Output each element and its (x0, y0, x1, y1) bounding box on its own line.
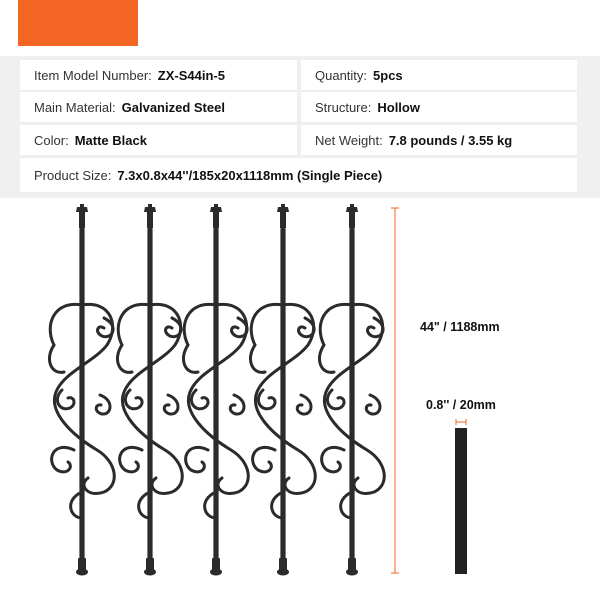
length-dimension-label: 44" / 1188mm (420, 320, 500, 334)
spec-label: Color: (34, 132, 69, 148)
spec-product-size (20, 158, 577, 192)
brand-logo-block (18, 0, 138, 46)
bar-closeup (455, 428, 467, 574)
spec-value: 7.3x0.8x44''/185x20x1118mm (Single Piece) (117, 167, 383, 183)
width-dimension-label: 0.8'' / 20mm (426, 398, 496, 412)
spec-label: Item Model Number: (34, 67, 152, 83)
spec-value: 5pcs (373, 67, 403, 83)
spec-value: Hollow (377, 99, 420, 115)
product-illustration (0, 200, 600, 600)
spec-quantity (301, 60, 577, 90)
spec-label: Quantity: (315, 67, 368, 83)
spec-label: Net Weight: (315, 132, 383, 148)
baluster-1 (49, 204, 114, 576)
spec-value: Matte Black (74, 132, 147, 148)
spec-net-weight (301, 125, 577, 155)
baluster-2 (117, 204, 182, 576)
spec-value: 7.8 pounds / 3.55 kg (388, 132, 513, 148)
spec-item-model-number (20, 60, 297, 90)
spec-label: Main Material: (34, 99, 116, 115)
baluster-3 (183, 204, 248, 576)
spec-value: Galvanized Steel (121, 99, 225, 115)
spec-color (20, 125, 297, 155)
width-dimension-marker (456, 419, 466, 425)
baluster-4 (250, 204, 315, 576)
baluster-5 (319, 204, 384, 576)
spec-main-material (20, 92, 297, 122)
length-dimension-line (391, 208, 399, 573)
spec-label: Product Size: (34, 167, 112, 183)
spec-label: Structure: (315, 99, 372, 115)
spec-structure (301, 92, 577, 122)
spec-value: ZX-S44in-5 (157, 67, 225, 83)
